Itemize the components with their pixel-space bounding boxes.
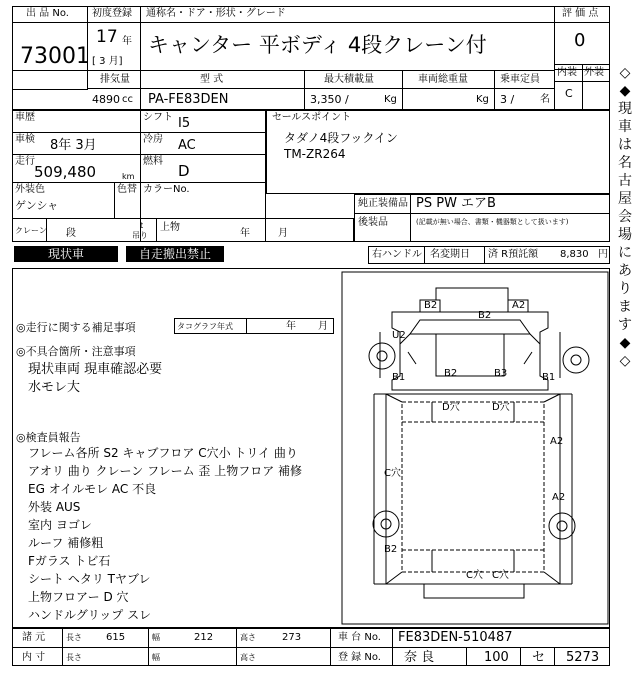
mileage-label: 走行 (15, 156, 35, 167)
tacho-year-unit: 年 (286, 321, 296, 332)
max-load-label: 最大積載量 (324, 74, 374, 85)
divider (12, 218, 266, 219)
first-reg-month: [ 3 月] (92, 56, 123, 67)
lot-number: 73001 (20, 44, 90, 69)
damage-mark: C穴 (466, 570, 483, 581)
damage-mark: D穴 (442, 402, 460, 413)
steering-side: 右ハンドル (372, 249, 422, 260)
vehicle-name: キャンター 平ボディ 4段クレーン付 (148, 33, 487, 57)
ext-color-label: 外装色 (15, 184, 45, 195)
registration-class: 100 (484, 650, 509, 665)
width-value: 212 (194, 632, 214, 643)
inspector-line: ハンドルグリップ スレ (28, 608, 152, 622)
upper-month-unit: 月 (278, 228, 288, 239)
divider (330, 628, 331, 666)
divider (494, 70, 495, 110)
damage-mark: B2 (478, 310, 492, 321)
recycle-label: 済 R預託額 (488, 249, 539, 260)
shift-value: I5 (178, 116, 191, 131)
divider (12, 22, 88, 23)
inspection-value: 8年 3月 (50, 138, 97, 153)
damage-mark: D穴 (492, 402, 510, 413)
fuel-value: D (178, 162, 190, 180)
crane-ton-unit: t (140, 221, 144, 230)
inspector-line: 外装 AUS (28, 500, 81, 514)
model-value: PA-FE83DEN (148, 92, 229, 107)
model-label: 型 式 (200, 74, 224, 85)
lot-label: 出 品 No. (26, 8, 69, 19)
damage-mark: A2 (512, 300, 526, 311)
fuel-label: 燃料 (143, 156, 163, 167)
mileage-unit: km (122, 172, 135, 181)
genuine-equipment-value: PS PW エアB (416, 196, 496, 211)
score-label: 評 価 点 (562, 8, 599, 19)
divider (156, 218, 157, 242)
registration-region: 奈 良 (404, 650, 435, 665)
divider (246, 318, 247, 334)
aircon-value: AC (178, 138, 196, 153)
divider (88, 22, 554, 23)
divider (554, 22, 610, 23)
length-value: 615 (106, 632, 126, 643)
specs-label: 諸 元 (22, 632, 46, 643)
divider (236, 628, 237, 666)
recycle-value: 8,830 (560, 249, 589, 260)
sales-point-line: TM-ZR264 (284, 147, 346, 161)
divider (484, 246, 485, 264)
inspector-report-title: ◎検査員報告 (16, 431, 81, 444)
capacity-label: 乗車定員 (500, 74, 540, 85)
upper-label: 上物 (160, 222, 180, 233)
divider (12, 132, 266, 133)
damage-mark: B2 (424, 300, 438, 311)
tacho-label: タコグラフ年式 (177, 322, 233, 331)
damage-mark: B2 (384, 544, 398, 555)
height-value: 273 (282, 632, 302, 643)
color-change-label: 色替 (117, 184, 137, 195)
divider (582, 64, 583, 110)
length-label: 長さ (66, 633, 82, 642)
divider (62, 628, 63, 666)
divider (392, 628, 393, 666)
first-reg-year: 17 (96, 27, 118, 47)
max-load-unit: Kg (384, 94, 397, 105)
divider (114, 182, 115, 218)
defects-title: ◎不具合箇所・注意事項 (16, 345, 136, 358)
max-load-value: 3,350 / (310, 93, 349, 106)
interior-grade: C (565, 87, 573, 100)
defect-line: 現状車両 現車確認必要 (28, 362, 163, 377)
inner-dimensions-label: 内 寸 (22, 652, 46, 663)
recycle-unit: 円 (598, 249, 608, 260)
color-number-label: カラーNo. (143, 184, 190, 195)
divider (304, 70, 305, 110)
damage-mark: A2 (550, 436, 564, 447)
inspector-line: 室内 ヨゴレ (28, 518, 92, 532)
current-condition-badge: 現状車 (14, 246, 118, 262)
self-drive-prohibited-badge: 自走搬出禁止 (126, 246, 224, 262)
displacement-unit: cc (122, 94, 133, 105)
inspector-line: ルーフ 補修粗 (28, 536, 104, 550)
location-banner: ◇ ◆ 現 車 は 名 古 屋 会 場 に あ り ま す ◆ ◇ (618, 65, 632, 369)
gvw-unit: Kg (476, 94, 489, 105)
damage-mark: B1 (542, 372, 556, 383)
ext-color-value: ゲンシャ (15, 199, 59, 212)
divider (140, 6, 141, 70)
sales-points-title: セールスポイント (272, 112, 352, 123)
first-reg-label: 初度登録 (92, 8, 132, 19)
damage-mark: B2 (444, 368, 458, 379)
name-change-label: 名変期日 (430, 249, 470, 260)
aftermarket-label: 後装品 (358, 217, 388, 228)
capacity-unit: 名 (540, 94, 550, 105)
inspector-line: シート ヘタリ Tヤブレ (28, 572, 151, 586)
capacity-value: 3 / (500, 93, 515, 106)
mileage-value: 509,480 (34, 163, 97, 181)
driving-notes-title: ◎走行に関する補足事項 (16, 321, 136, 334)
sales-point-line: タダノ4段フックイン (284, 131, 398, 145)
chassis-number: FE83DEN-510487 (398, 630, 513, 645)
exterior-label: 外装 (584, 67, 604, 78)
divider (12, 154, 266, 155)
upper-year-unit: 年 (240, 228, 250, 239)
chassis-label: 車 台 No. (338, 632, 381, 643)
divider (12, 70, 554, 71)
crane-lift-label: 吊り (132, 231, 148, 240)
registration-number: 5273 (566, 650, 600, 665)
crane-label: クレーン (15, 226, 47, 235)
registration-label: 登 録 No. (338, 652, 381, 663)
vehicle-name-label: 通称名・ドア・形状・グレード (146, 8, 286, 19)
defect-line: 水モレ大 (28, 380, 81, 395)
divider (12, 182, 266, 183)
damage-mark: U2 (392, 330, 406, 341)
genuine-equipment-label: 純正装備品 (358, 198, 408, 209)
height-label: 高さ (240, 633, 256, 642)
width-label: 幅 (152, 633, 160, 642)
tacho-month-unit: 月 (318, 321, 328, 332)
inspector-line: EG オイルモレ AC 不良 (28, 482, 157, 496)
divider (466, 647, 467, 666)
gvw-label: 車両総重量 (418, 74, 468, 85)
divider (410, 194, 411, 242)
inspector-line: アオリ 曲り クレーン フレーム 歪 上物フロア 補修 (28, 464, 303, 478)
score-value: 0 (574, 30, 586, 51)
divider (424, 246, 425, 264)
displacement-value: 4890 (92, 93, 120, 106)
inner-width-label: 幅 (152, 653, 160, 662)
divider (554, 81, 610, 82)
inspector-line: Fガラス トビ石 (28, 554, 111, 568)
damage-mark: C穴 (384, 468, 401, 479)
inspection-label: 車検 (15, 134, 35, 145)
damage-mark: A2 (552, 492, 566, 503)
aircon-label: 冷房 (143, 134, 163, 145)
divider (402, 70, 403, 110)
registration-kana: セ (532, 650, 546, 665)
divider (520, 647, 521, 666)
damage-mark: C穴 (492, 570, 509, 581)
inner-length-label: 長さ (66, 653, 82, 662)
damage-mark: B3 (494, 368, 508, 379)
divider (554, 647, 555, 666)
first-reg-year-unit: 年 (122, 36, 132, 47)
displacement-label: 排気量 (100, 74, 130, 85)
interior-label: 内装 (557, 67, 577, 78)
inspector-line: 上物フロアー D 穴 (28, 590, 129, 604)
aftermarket-note: (記載が無い場合、書類・機器類として扱います) (416, 218, 569, 226)
divider (148, 628, 149, 666)
inner-height-label: 高さ (240, 653, 256, 662)
crane-stage-unit: 段 (66, 228, 76, 239)
divider (354, 213, 610, 214)
divider (88, 88, 554, 89)
damage-mark: B1 (392, 372, 406, 383)
shift-label: シフト (143, 112, 173, 123)
history-label: 車歴 (15, 112, 35, 123)
divider (140, 70, 141, 110)
inspector-line: フレーム各所 S2 キャブフロア C穴小 トリイ 曲り (28, 446, 298, 460)
